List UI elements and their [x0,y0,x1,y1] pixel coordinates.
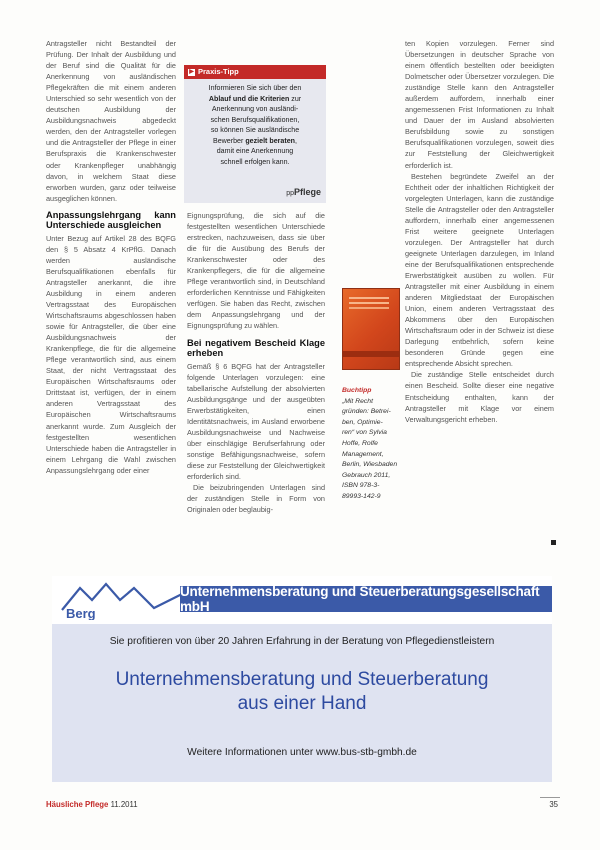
buchtipp-line: Management, [342,450,384,458]
tipp-line: schnell erfolgen kann. [220,157,290,166]
praxis-tipp-title: Praxis-Tipp [198,67,239,76]
brand-name: Pflege [293,187,321,197]
tipp-emphasis: gezielt beraten [245,136,296,145]
ad-company-bar [180,586,552,612]
ad-subline: Sie profitieren von über 20 Jahren Erfahrung in der Beratung von Pflegedienstleistern [109,636,495,647]
tipp-line-rest: zur [291,94,302,103]
page-number: 35 [549,800,558,809]
tipp-line-end: , [295,136,297,145]
column-3-paragraph-2: Bestehen begründete Zweifel an der Echtheit oder der inhaltlichen Richtigkeit der vorgelegten Unterlagen, kann die zuständige Stelle die Antragsteller oder den Antragsteller auffordern, innerhalb einer angemessenen Frist weitere geeignete Unterlagen vorzulegen. Der Antragsteller hat durch geeignete Unterlagen darzulegen, im Inland eine der Berufsqualifikationen entsprechende Erwerbstätigkeit ausüben zu wollen. Für Antragsteller mit einer Ausbildung in einem anderen Mitgliedstaat der Europäischen Union, einem anderen Vertragsstaat des Abkommens über den Europäischen Wirtschaftsraum oder in der Schweiz ist diese Darlegung entbehrlich, sofern keine besonderen Gründe gegen eine entsprechende Absicht sprechen. [405,171,554,369]
pflege-brand-logo [286,187,321,197]
tipp-line: schen Berufsqualifikationen, [210,115,300,124]
footer-issue: 11.2011 [110,800,138,809]
tipp-emphasis: Ablauf und die Kriterien [208,94,290,103]
ad-headline-line-2: aus einer Hand [237,693,367,714]
buchtipp-line: Gebrauch 2011, [342,471,391,479]
praxis-tipp-text [184,79,326,167]
buchtipp-title: Buchtipp [342,387,372,394]
tipp-line-start: Bewerber [212,136,244,145]
tipp-line [194,94,316,105]
subheading-negativer-bescheid: Bei negativem Bescheid Klage erheben [187,337,325,359]
berg-logo [58,580,182,620]
tipp-line: damit eine Anerkennung [216,147,294,155]
buchtipp-line: ren“ von Sylvia [342,429,387,437]
tipp-line: so können Sie ausländische [210,126,300,134]
ad-headline-line-1: Unternehmensberatung und Steuerberatung [115,669,489,690]
footer-divider [540,797,560,798]
column-3-paragraph-1: ten Kopien vorzulegen. Ferner sind Übersetzungen in deutscher Sprache von einem öffentlich bestellten oder beeidigten Dolmetscher oder Übersetzer vorzulegen. Die zuständige Stelle kann den Antragsteller außerdem auffordern, innerhalb einer angemessenen Frist Informationen zu Inhalt und Dauer der im Ausland absolvierten Berufsbildung sowie zu sonstigen Berufsqualifikationen vorzulegen, soweit dies zur Feststellung der Gleichwertigkeit erforderlich ist. [405,39,554,170]
ad-header [52,576,552,624]
praxis-tipp-header [184,65,326,79]
ad-body [52,624,552,782]
article-end-mark [551,540,556,545]
ad-company-name: Unternehmensberatung und Steuerberatungsgesellschaft mbH [180,584,540,614]
book-cover-strip [343,351,399,357]
footer-publication-name: Häusliche Pflege [46,800,109,809]
praxis-tipp-box [184,65,326,203]
ad-headline [52,668,552,716]
article-column-1 [46,38,176,476]
book-cover-image [342,288,400,370]
arrow-icon: ▶ [189,68,194,75]
buchtipp-line: Hoffe, Rolfe [342,439,378,447]
subheading-anpassungslehrgang: Anpassungslehrgang kann Unterschiede ausgleichen [46,209,176,231]
tipp-line: Anerkennung von ausländi- [211,105,299,113]
column-1-intro: Antragsteller nicht Bestandteil der Prüfung. Der Inhalt der Ausbildung und der Beruf sind die Qualität für die Anerkennung von ausländischen Pflegekräften die mit einem anderen Unterschied so sehr wesentlich von der deutschen Ausbildung der Ausbildungsnachweis abgedeckt werden, den der Antragsteller vorlegen und die Antragsteller der Pflege in einer Berufspraxis die Krankenschwester oder Krankenpfleger unabhängig davon, in welchem Staat diese erworben wurden, ganz oder teilweise ausgeglichen können. [46,39,176,203]
tipp-line: Informieren Sie sich über den [208,84,302,92]
berg-logo-text: Berg [66,606,96,620]
article-column-3 [405,38,554,425]
buchtipp-line: „Mit Recht [342,397,373,405]
buchtipp-line: ben, Optimie- [342,418,383,426]
buchtipp-sidebar [342,386,400,503]
column-2-paragraph-2: Gemäß § 6 BQFG hat der Antragsteller folgende Unterlagen vorzulegen: eine tabellarische Aufstellung der absolvierten Ausbildungsgänge und der ausgeübten Erwerbstätigkeiten, einen Identitätsnachweis, im Ausland erworbene Ausbildungsnachweise und Nachweise über einschlägige Berufserfahrung oder sonstige Befähigungsnachweise, sofern diese zur Feststellung der Gleichwertigkeit erforderlich sind. [187,361,325,481]
column-3-paragraph-3: Die zuständige Stelle entscheidet durch einen Bescheid. Sollte dieser eine negative Entscheidung enthalten, kann der Antragsteller mit Klage vor einem Verwaltungsgericht erheben. [405,370,554,424]
buchtipp-line: gründen: Betrei- [342,408,391,416]
tipp-line [194,136,316,147]
buchtipp-line: ISBN 978-3- [342,482,380,490]
book-cover-title-lines [349,297,389,299]
buchtipp-line: 89993-142-9 [342,492,381,500]
footer-publication [46,800,138,809]
brand-prefix: pp [286,190,294,197]
column-2-paragraph-3: Die beizubringenden Unterlagen sind der zuständigen Stelle in Form von Originalen oder beglaubig- [187,483,325,515]
column-1-body: Unter Bezug auf Artikel 28 des BQFG den § 5 Absatz 4 KrPflG. Danach werden ausländische Berufsqualifikationen ebenfalls für Antragsteller anerkannt, die ihre Ausbildung in einem anderen Vertragsstaat des Europäischen Wirtschaftsraums abgeschlossen haben sowie für Antragsteller, die über eine Ausbildungsnachweis der Krankenpflege, die für die allgemeine Pflege verantwortlich sind, aus einem Staat, der nicht Vertragsstaat des Europäischen Wirtschaftsraums oder Drittstaat ist, verfügen, der in einem anderen Vertragsstaat des Europäischen Wirtschaftsraums anerkannt wurde. Zum Ausgleich der festgestellten wesentlichen Unterschiede haben die Antragsteller in einem Lehrgang die Wahl zwischen Anpassungslehrgang oder einer [46,233,176,475]
buchtipp-line: Berlin, Wiesbaden [342,461,398,469]
ad-website-line[interactable]: Weitere Informationen unter www.bus-stb-gmbh.de [187,747,417,758]
article-column-2 [187,210,325,515]
column-2-paragraph-1: Eignungsprüfung, die sich auf die festgestellten wesentlichen Unterschiede erstrecken, nachzuweisen, dass sie über die für die Ausübung des Berufs der Krankenschwester oder des Krankenpflegers, die für die allgemeine Pflege verantwortlich sind, in Deutschland erforderlichen Kenntnisse und Fähigkeiten verfügen. Sie haben das Recht, zwischen dem Anpassungslehrgang und der Eignungsprüfung zu wählen. [187,211,325,331]
advertisement [52,576,552,782]
